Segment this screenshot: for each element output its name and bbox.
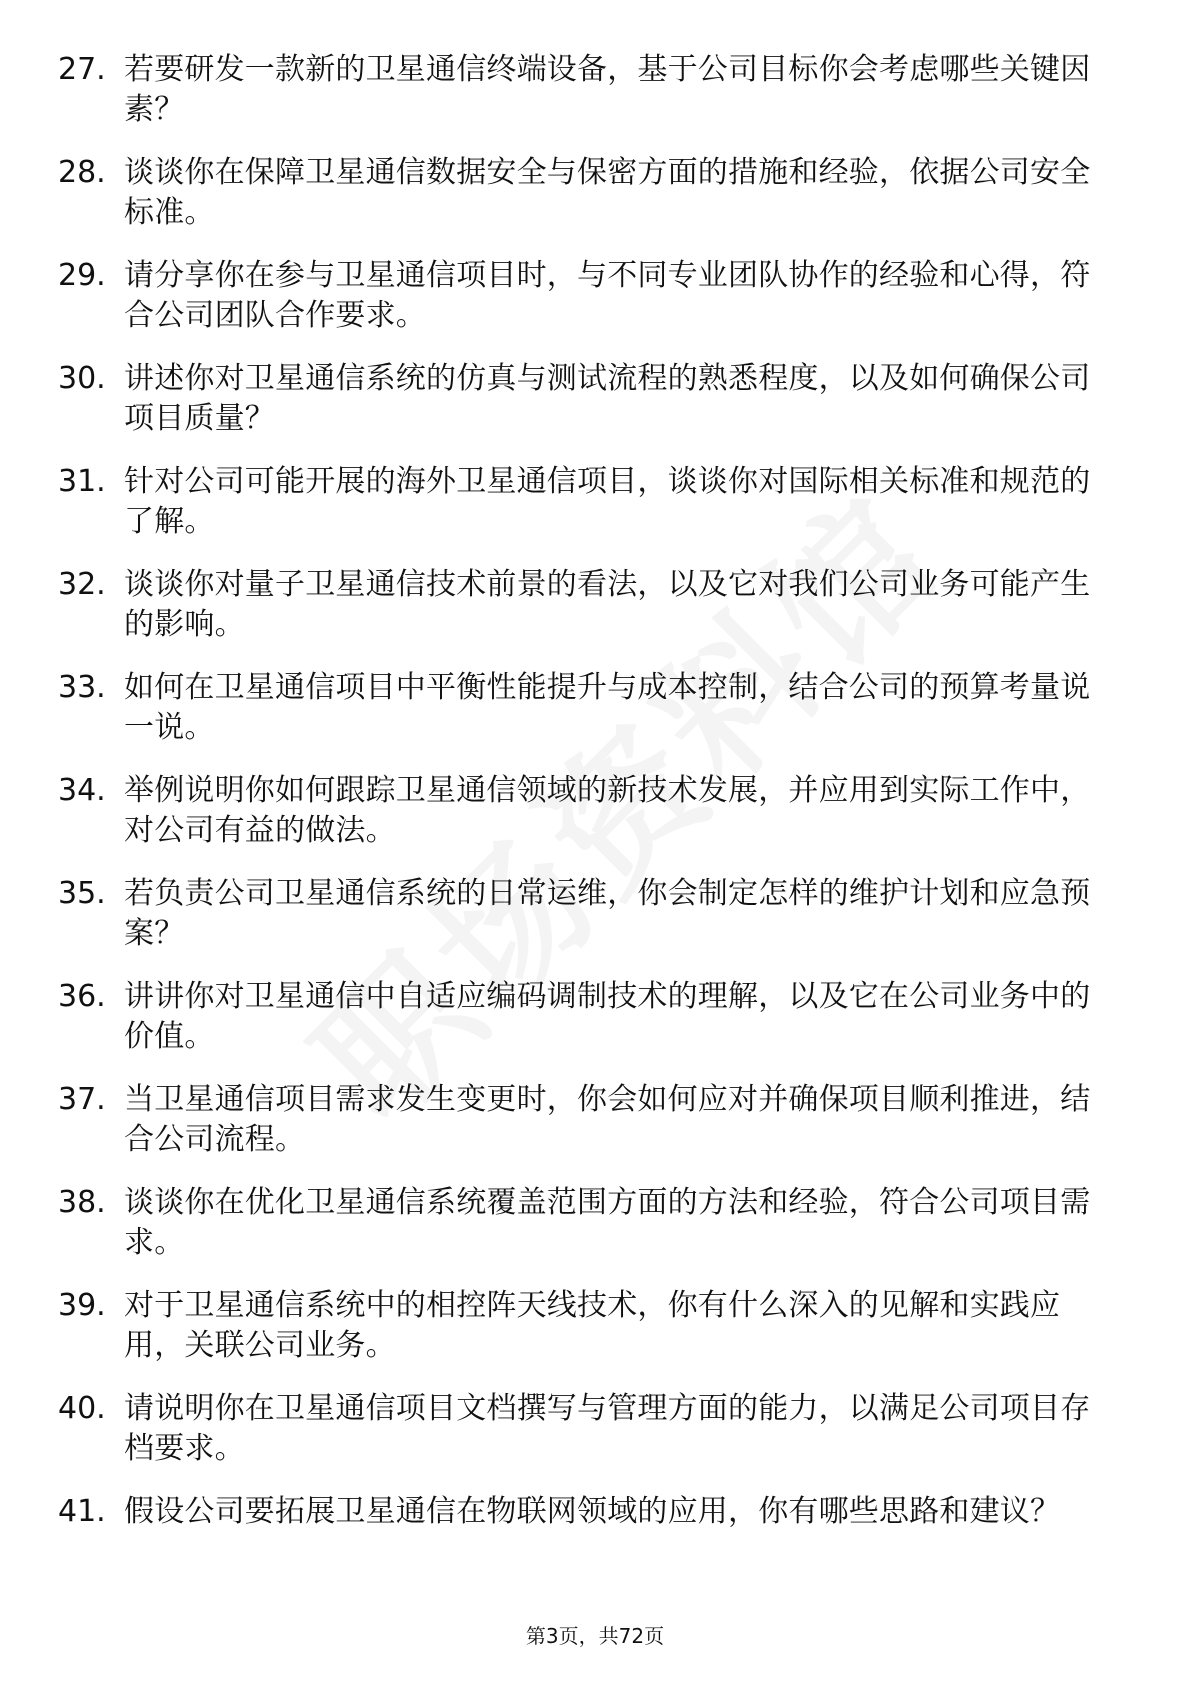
question-item bbox=[58, 1492, 1118, 1595]
question-list bbox=[58, 50, 1118, 1595]
question-number: 36. bbox=[58, 979, 106, 1014]
question-number: 38. bbox=[58, 1185, 106, 1220]
question-text: 如何在卫星通信项目中平衡性能提升与成本控制，结合公司的预算考量说一说。 bbox=[124, 670, 1091, 745]
question-number: 28. bbox=[58, 155, 106, 190]
question-item bbox=[58, 359, 1118, 462]
question-text: 谈谈你在优化卫星通信系统覆盖范围方面的方法和经验，符合公司项目需求。 bbox=[124, 1185, 1091, 1260]
question-item bbox=[58, 1183, 1118, 1286]
question-text: 讲讲你对卫星通信中自适应编码调制技术的理解，以及它在公司业务中的价值。 bbox=[124, 979, 1091, 1054]
question-text: 若负责公司卫星通信系统的日常运维，你会制定怎样的维护计划和应急预案？ bbox=[124, 876, 1091, 951]
question-item bbox=[58, 1286, 1118, 1389]
question-number: 29. bbox=[58, 258, 106, 293]
question-text: 若要研发一款新的卫星通信终端设备，基于公司目标你会考虑哪些关键因素？ bbox=[124, 52, 1091, 127]
question-text: 对于卫星通信系统中的相控阵天线技术，你有什么深入的见解和实践应用，关联公司业务。 bbox=[124, 1288, 1061, 1363]
question-item bbox=[58, 462, 1118, 565]
question-item bbox=[58, 1389, 1118, 1492]
question-item bbox=[58, 874, 1118, 977]
question-number: 32. bbox=[58, 567, 106, 602]
question-text: 谈谈你对量子卫星通信技术前景的看法，以及它对我们公司业务可能产生的影响。 bbox=[124, 567, 1091, 642]
question-item bbox=[58, 668, 1118, 771]
question-item bbox=[58, 565, 1118, 668]
question-text: 举例说明你如何跟踪卫星通信领域的新技术发展，并应用到实际工作中，对公司有益的做法。 bbox=[124, 773, 1091, 848]
question-number: 40. bbox=[58, 1391, 106, 1426]
question-text: 请说明你在卫星通信项目文档撰写与管理方面的能力，以满足公司项目存档要求。 bbox=[124, 1391, 1091, 1466]
question-text: 假设公司要拓展卫星通信在物联网领域的应用，你有哪些思路和建议？ bbox=[124, 1494, 1061, 1529]
question-text: 讲述你对卫星通信系统的仿真与测试流程的熟悉程度，以及如何确保公司项目质量？ bbox=[124, 361, 1091, 436]
question-number: 30. bbox=[58, 361, 106, 396]
question-text: 当卫星通信项目需求发生变更时，你会如何应对并确保项目顺利推进，结合公司流程。 bbox=[124, 1082, 1091, 1157]
question-number: 31. bbox=[58, 464, 106, 499]
question-number: 37. bbox=[58, 1082, 106, 1117]
question-item bbox=[58, 153, 1118, 256]
question-number: 34. bbox=[58, 773, 106, 808]
question-number: 39. bbox=[58, 1288, 106, 1323]
question-item bbox=[58, 50, 1118, 153]
question-number: 35. bbox=[58, 876, 106, 911]
question-item bbox=[58, 1080, 1118, 1183]
question-number: 33. bbox=[58, 670, 106, 705]
question-number: 27. bbox=[58, 52, 106, 87]
page-footer: 第3页，共72页 bbox=[525, 1624, 665, 1648]
question-item bbox=[58, 771, 1118, 874]
question-text: 请分享你在参与卫星通信项目时，与不同专业团队协作的经验和心得，符合公司团队合作要求。 bbox=[124, 258, 1091, 333]
question-number: 41. bbox=[58, 1494, 106, 1529]
question-item bbox=[58, 256, 1118, 359]
question-text: 谈谈你在保障卫星通信数据安全与保密方面的措施和经验，依据公司安全标准。 bbox=[124, 155, 1091, 230]
question-text: 针对公司可能开展的海外卫星通信项目，谈谈你对国际相关标准和规范的了解。 bbox=[124, 464, 1091, 539]
question-item bbox=[58, 977, 1118, 1080]
